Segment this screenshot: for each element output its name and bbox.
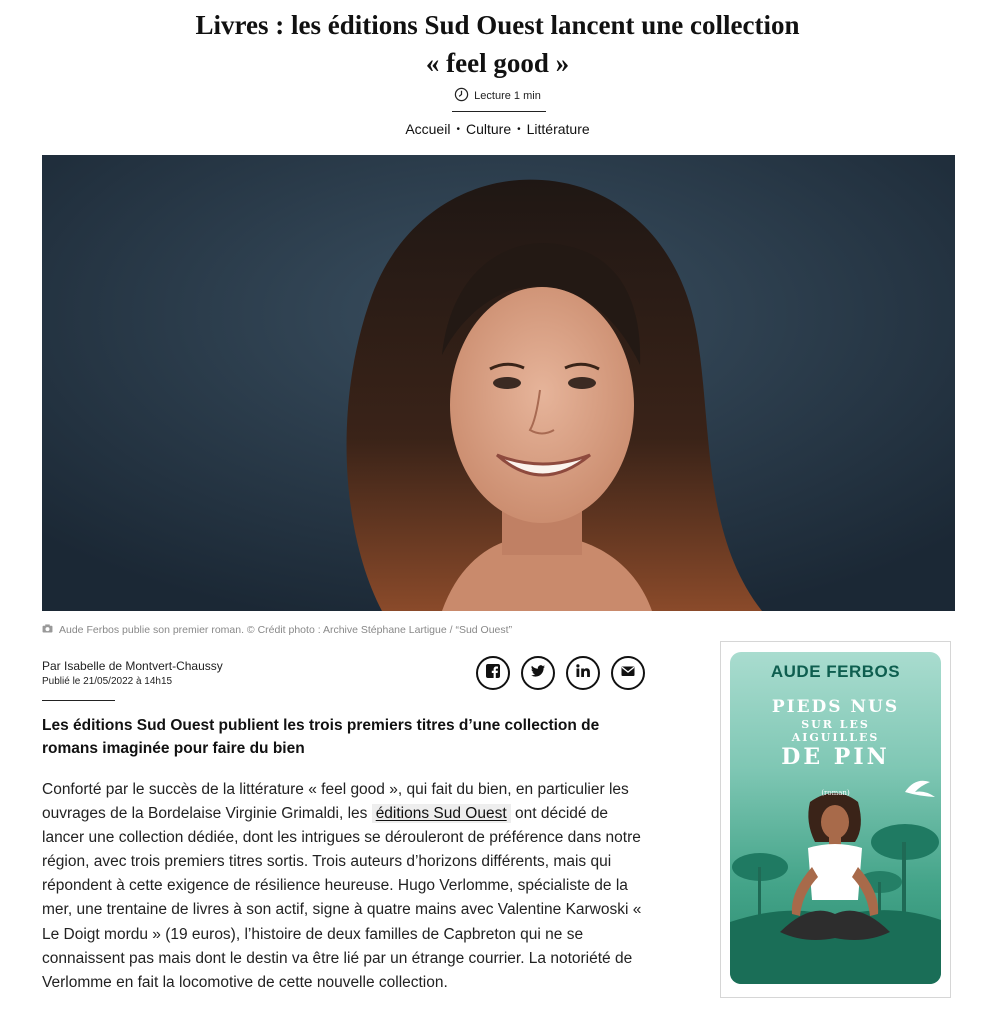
breadcrumb-separator: • <box>517 123 521 135</box>
breadcrumb-culture[interactable]: Culture <box>465 121 512 137</box>
book-title <box>730 697 941 770</box>
article-body-text: ont décidé de lancer une collection dédiée, dont les intrigues se dérouleront de préférence dans notre région, avec trois premiers titres sortis. Trois auteurs d’horizons différents, mais qui répondent à cette exigence de résilience heureuse. Hugo Verlomme, spécialiste de la mer, une trentaine de livres à son actif, signe à quatre mains avec Valentine Karwoski « Le Doigt mordu » (19 euros), l’histoire de deux familles de Capbreton qui ne se connaissent pas mais dont le destin va être lié par un étrange courrier. La notoriété de Verlomme en fait la locomotive de cette nouvelle collection. <box>42 805 642 991</box>
article-lead: Les éditions Sud Ouest publient les trois premiers titres d’une collection de romans imaginée pour faire du bien <box>42 717 600 757</box>
breadcrumb-home[interactable]: Accueil <box>405 121 451 137</box>
reading-time-label: Lecture 1 min <box>474 90 541 102</box>
book-author: AUDE FERBOS <box>770 662 901 681</box>
photo-caption <box>42 624 512 636</box>
linkedin-icon <box>575 663 591 684</box>
share-facebook-button[interactable] <box>476 656 510 690</box>
breadcrumb-separator: • <box>456 123 460 135</box>
share-email-button[interactable] <box>611 656 645 690</box>
book-title-line-2: SUR LES <box>801 718 870 731</box>
share-bar <box>476 656 645 690</box>
photo-caption-text: Aude Ferbos publie son premier roman. © Crédit photo : Archive Stéphane Lartigue / “Sud Ouest” <box>59 624 513 636</box>
reading-time-divider <box>452 111 546 112</box>
share-twitter-button[interactable] <box>521 656 555 690</box>
twitter-icon <box>530 663 546 684</box>
clock-icon <box>454 87 469 105</box>
article-body <box>42 778 652 995</box>
share-linkedin-button[interactable] <box>566 656 600 690</box>
hero-photo <box>42 155 955 611</box>
facebook-icon <box>485 663 501 684</box>
portrait-illustration <box>42 155 955 611</box>
book-title-line-4: DE PIN <box>781 744 890 770</box>
book-title-line-1: PIEDS NUS <box>771 697 900 717</box>
editions-sud-ouest-link[interactable]: éditions Sud Ouest <box>372 804 511 823</box>
article-title <box>0 6 995 82</box>
article-body-text: Conforté par le succès de la littérature « feel good », qui fait du bien, en particulier les ouvrages de la Bordelaise Virginie Grimaldi, les <box>42 781 629 823</box>
book-ad[interactable] <box>720 641 951 998</box>
book-cover[interactable] <box>730 652 941 984</box>
breadcrumb-litterature[interactable]: Littérature <box>526 121 590 137</box>
book-title-line-3: AIGUILLES <box>791 731 880 744</box>
book-subtitle: (roman) <box>821 789 850 797</box>
article-title-line-2: « feel good » <box>425 48 570 78</box>
publish-date: Publié le 21/05/2022 à 14h15 <box>42 676 173 687</box>
article-title-line-1: Livres : les éditions Sud Ouest lancent une collection <box>195 10 800 40</box>
author-byline: Par Isabelle de Montvert-Chaussy <box>42 659 223 673</box>
email-icon <box>620 663 636 684</box>
byline-divider <box>42 700 115 701</box>
reading-time <box>0 87 995 105</box>
camera-icon <box>42 624 53 636</box>
breadcrumb <box>0 121 995 137</box>
